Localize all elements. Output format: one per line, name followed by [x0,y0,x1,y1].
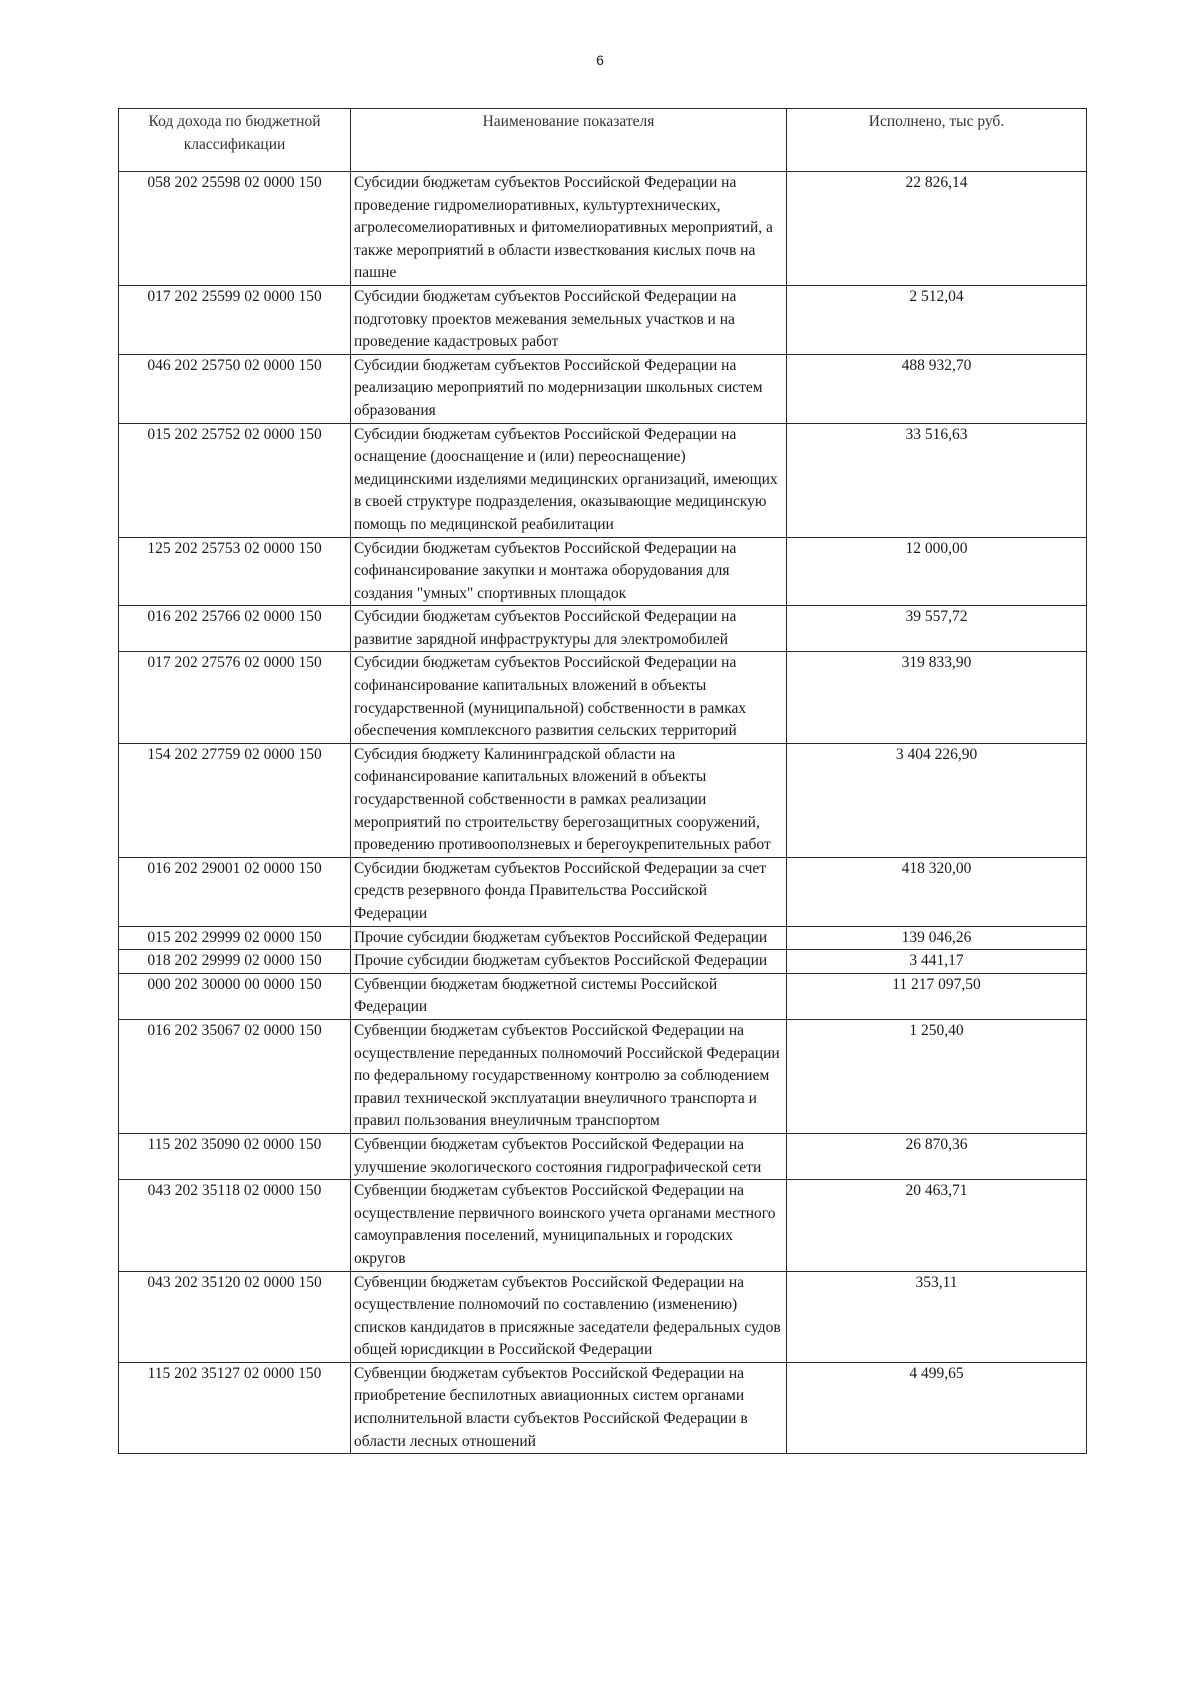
indicator-name: Субсидии бюджетам субъектов Российской Федерации на софинансирование капитальных вложений в объекты государственной (муниципальной) собственности в рамках обеспечения комплексного развития сельских территорий [351,652,787,743]
income-code: 115 202 35127 02 0000 150 [119,1362,351,1453]
executed-amount: 488 932,70 [787,354,1087,423]
income-code: 017 202 25599 02 0000 150 [119,285,351,354]
table-row [119,1362,1087,1453]
income-code: 018 202 29999 02 0000 150 [119,950,351,974]
income-code: 016 202 25766 02 0000 150 [119,606,351,652]
table-row [119,926,1087,950]
table-row [119,743,1087,857]
executed-amount: 319 833,90 [787,652,1087,743]
indicator-name: Субсидии бюджетам субъектов Российской Федерации на оснащение (дооснащение и (или) переоснащение) медицинскими изделиями медицинских организаций, имеющих в своей структуре подразделения, оказывающие медицинскую помощь по медицинской реабилитации [351,423,787,537]
executed-amount: 4 499,65 [787,1362,1087,1453]
indicator-name: Субсидии бюджетам субъектов Российской Федерации на проведение гидромелиоративных, культуртехнических, агролесомелиоративных и фитомелиоративных мероприятий, а также мероприятий в области известкования кислых почв на пашне [351,172,787,286]
income-code: 154 202 27759 02 0000 150 [119,743,351,857]
income-code: 043 202 35120 02 0000 150 [119,1271,351,1362]
executed-amount: 22 826,14 [787,172,1087,286]
executed-amount: 11 217 097,50 [787,973,1087,1019]
indicator-name: Субсидии бюджетам субъектов Российской Федерации на подготовку проектов межевания земельных участков и на проведение кадастровых работ [351,285,787,354]
table-row [119,354,1087,423]
indicator-name: Субвенции бюджетам субъектов Российской Федерации на улучшение экологического состояния гидрографической сети [351,1133,787,1179]
table-row [119,1271,1087,1362]
indicator-name: Субсидии бюджетам субъектов Российской Федерации на реализацию мероприятий по модернизации школьных систем образования [351,354,787,423]
executed-amount: 3 441,17 [787,950,1087,974]
budget-income-table [118,108,1087,1454]
table-row [119,652,1087,743]
indicator-name: Субсидии бюджетам субъектов Российской Федерации на софинансирование закупки и монтажа оборудования для создания "умных" спортивных площадок [351,537,787,606]
executed-amount: 33 516,63 [787,423,1087,537]
table-row [119,285,1087,354]
table-row [119,172,1087,286]
income-code: 115 202 35090 02 0000 150 [119,1133,351,1179]
table-row [119,857,1087,926]
executed-amount: 39 557,72 [787,606,1087,652]
indicator-name: Субсидия бюджету Калининградской области на софинансирование капитальных вложений в объекты государственной собственности в рамках реализации мероприятий по строительству берегозащитных сооружений, проведению противооползневых и берегоукрепительных работ [351,743,787,857]
table-row [119,950,1087,974]
indicator-name: Субвенции бюджетам субъектов Российской Федерации на осуществление первичного воинского учета органами местного самоуправления поселений, муниципальных и городских округов [351,1180,787,1271]
executed-amount: 12 000,00 [787,537,1087,606]
table-row [119,1180,1087,1271]
indicator-name: Субвенции бюджетам субъектов Российской Федерации на осуществление переданных полномочий Российской Федерации по федеральному государственному контролю за соблюдением правил технической эксплуатации внеуличного транспорта и правил пользования внеуличным транспортом [351,1019,787,1133]
income-code: 016 202 35067 02 0000 150 [119,1019,351,1133]
income-code: 125 202 25753 02 0000 150 [119,537,351,606]
table-row [119,1019,1087,1133]
income-code: 046 202 25750 02 0000 150 [119,354,351,423]
income-code: 017 202 27576 02 0000 150 [119,652,351,743]
executed-amount: 26 870,36 [787,1133,1087,1179]
indicator-name: Субсидии бюджетам субъектов Российской Федерации за счет средств резервного фонда Правительства Российской Федерации [351,857,787,926]
indicator-name: Субвенции бюджетам бюджетной системы Российской Федерации [351,973,787,1019]
income-code: 015 202 25752 02 0000 150 [119,423,351,537]
indicator-name: Субвенции бюджетам субъектов Российской Федерации на приобретение беспилотных авиационных систем органами исполнительной власти субъектов Российской Федерации в области лесных отношений [351,1362,787,1453]
table-row [119,973,1087,1019]
header-name: Наименование показателя [351,109,787,172]
income-code: 000 202 30000 00 0000 150 [119,973,351,1019]
header-code: Код дохода по бюджетной классификации [119,109,351,172]
executed-amount: 2 512,04 [787,285,1087,354]
executed-amount: 1 250,40 [787,1019,1087,1133]
executed-amount: 353,11 [787,1271,1087,1362]
income-code: 058 202 25598 02 0000 150 [119,172,351,286]
executed-amount: 139 046,26 [787,926,1087,950]
indicator-name: Прочие субсидии бюджетам субъектов Российской Федерации [351,926,787,950]
table-row [119,1133,1087,1179]
indicator-name: Субсидии бюджетам субъектов Российской Федерации на развитие зарядной инфраструктуры для электромобилей [351,606,787,652]
income-code: 043 202 35118 02 0000 150 [119,1180,351,1271]
executed-amount: 418 320,00 [787,857,1087,926]
header-amount: Исполнено, тыс руб. [787,109,1087,172]
table-row [119,606,1087,652]
income-code: 015 202 29999 02 0000 150 [119,926,351,950]
indicator-name: Прочие субсидии бюджетам субъектов Российской Федерации [351,950,787,974]
page-number: 6 [596,52,604,68]
table-row [119,537,1087,606]
table-row [119,423,1087,537]
table-header-row [119,109,1087,172]
indicator-name: Субвенции бюджетам субъектов Российской Федерации на осуществление полномочий по составлению (изменению) списков кандидатов в присяжные заседатели федеральных судов общей юрисдикции в Российской Федерации [351,1271,787,1362]
income-code: 016 202 29001 02 0000 150 [119,857,351,926]
executed-amount: 20 463,71 [787,1180,1087,1271]
executed-amount: 3 404 226,90 [787,743,1087,857]
